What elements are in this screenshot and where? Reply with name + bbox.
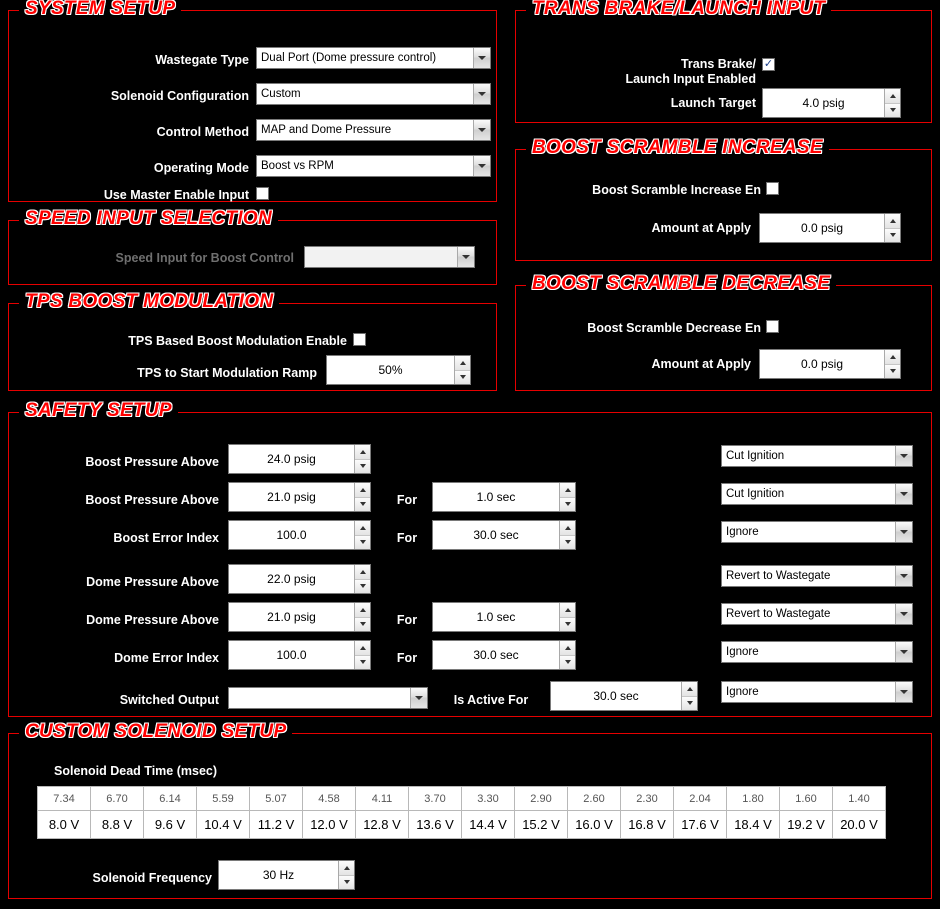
cell-voltage[interactable]: 13.6 V xyxy=(409,811,462,839)
spinner-down-icon[interactable] xyxy=(560,656,575,670)
label-safety-row-3: Dome Pressure Above xyxy=(86,575,219,589)
spinner-buttons[interactable] xyxy=(681,682,697,710)
spinner-buttons[interactable] xyxy=(354,483,370,511)
combo-solenoid-configuration[interactable] xyxy=(256,83,491,105)
group-title-boost-scramble-increase: BOOST SCRAMBLE INCREASE xyxy=(526,137,829,159)
spinner-buttons[interactable] xyxy=(354,521,370,549)
combo-operating-mode-value: Boost vs RPM xyxy=(261,160,334,172)
chevron-down-icon[interactable] xyxy=(473,120,490,140)
combo-safety-row-5-action[interactable] xyxy=(721,641,913,663)
spinner-up-icon[interactable] xyxy=(355,603,370,618)
spinner-down-icon[interactable] xyxy=(355,536,370,550)
spinner-down-icon[interactable] xyxy=(885,229,900,243)
combo-safety-row-0-action-value: Cut Ignition xyxy=(726,450,785,462)
spinner-safety-row-3-value[interactable] xyxy=(228,564,371,594)
label-speed-input-for-boost-control: Speed Input for Boost Control xyxy=(115,251,294,265)
spinner-down-icon[interactable] xyxy=(560,498,575,512)
spinner-buttons[interactable] xyxy=(338,861,354,889)
label-solenoid-frequency: Solenoid Frequency xyxy=(92,871,212,885)
spinner-safety-row-2-for-display: 30.0 sec xyxy=(433,521,559,549)
chevron-down-icon[interactable] xyxy=(473,48,490,68)
spinner-scramble-decrease-amount-value: 0.0 psig xyxy=(760,350,884,378)
label-safety-row-2-for: For xyxy=(396,531,418,545)
cell-dead-time[interactable]: 1.60 xyxy=(780,787,833,811)
cell-dead-time[interactable]: 7.34 xyxy=(38,787,91,811)
spinner-down-icon[interactable] xyxy=(355,460,370,474)
spinner-up-icon[interactable] xyxy=(560,603,575,618)
combo-switched-output[interactable] xyxy=(228,687,428,709)
combo-solenoid-configuration-value: Custom xyxy=(261,88,301,100)
combo-safety-row-1-action[interactable] xyxy=(721,483,913,505)
spinner-safety-row-4-display: 21.0 psig xyxy=(229,603,354,631)
cell-voltage[interactable]: 18.4 V xyxy=(727,811,780,839)
combo-wastegate-type-value: Dual Port (Dome pressure control) xyxy=(261,52,437,64)
chevron-down-icon[interactable] xyxy=(473,84,490,104)
group-safety-setup xyxy=(8,400,932,717)
combo-speed-input-for-boost-control[interactable] xyxy=(304,246,475,268)
combo-switched-output-action[interactable] xyxy=(721,681,913,703)
spinner-down-icon[interactable] xyxy=(560,536,575,550)
table-row-voltages xyxy=(38,811,886,839)
label-safety-row-5: Dome Error Index xyxy=(114,651,219,665)
group-tps-boost-modulation xyxy=(8,291,497,391)
combo-control-method[interactable] xyxy=(256,119,491,141)
cell-voltage[interactable]: 14.4 V xyxy=(462,811,515,839)
cell-voltage[interactable]: 8.0 V xyxy=(38,811,91,839)
spinner-safety-row-1-for-value[interactable] xyxy=(432,482,576,512)
group-speed-input-selection xyxy=(8,208,497,285)
spinner-up-icon[interactable] xyxy=(885,350,900,365)
cell-voltage[interactable]: 16.8 V xyxy=(621,811,674,839)
combo-safety-row-5-action-value: Ignore xyxy=(726,646,759,658)
spinner-is-active-for-display: 30.0 sec xyxy=(551,682,681,710)
spinner-buttons[interactable] xyxy=(354,565,370,593)
checkbox-trans-brake-launch-input-enabled[interactable] xyxy=(762,58,775,71)
group-title-system-setup: SYSTEM SETUP xyxy=(19,0,181,20)
spinner-solenoid-frequency-value: 30 Hz xyxy=(219,861,338,889)
label-safety-row-5-for: For xyxy=(396,651,418,665)
cell-voltage[interactable]: 10.4 V xyxy=(197,811,250,839)
chevron-down-icon[interactable] xyxy=(895,642,912,662)
cell-dead-time[interactable]: 2.90 xyxy=(515,787,568,811)
group-title-trans-brake-launch-input: TRANS BRAKE/LAUNCH INPUT xyxy=(526,0,831,20)
chevron-down-icon[interactable] xyxy=(895,446,912,466)
spinner-scramble-increase-amount-value: 0.0 psig xyxy=(760,214,884,242)
spinner-buttons[interactable] xyxy=(559,603,575,631)
cell-voltage[interactable]: 19.2 V xyxy=(780,811,833,839)
label-safety-row-1: Boost Pressure Above xyxy=(85,493,219,507)
chevron-down-icon[interactable] xyxy=(895,522,912,542)
group-title-boost-scramble-decrease: BOOST SCRAMBLE DECREASE xyxy=(526,273,836,295)
spinner-up-icon[interactable] xyxy=(355,641,370,656)
spinner-safety-row-2-display: 100.0 xyxy=(229,521,354,549)
spinner-safety-row-5-display: 100.0 xyxy=(229,641,354,669)
label-safety-row-1-for: For xyxy=(396,493,418,507)
cell-dead-time[interactable]: 6.14 xyxy=(144,787,197,811)
label-trans-brake-enable-line2: Launch Input Enabled xyxy=(625,72,756,86)
cell-voltage[interactable]: 16.0 V xyxy=(568,811,621,839)
spinner-safety-row-4-for-display: 1.0 sec xyxy=(433,603,559,631)
spinner-safety-row-2-for-value[interactable] xyxy=(432,520,576,550)
combo-safety-row-2-action[interactable] xyxy=(721,521,913,543)
label-safety-row-0: Boost Pressure Above xyxy=(85,455,219,469)
group-system-setup xyxy=(8,0,497,202)
spinner-buttons[interactable] xyxy=(354,603,370,631)
spinner-up-icon[interactable] xyxy=(355,565,370,580)
spinner-buttons[interactable] xyxy=(354,641,370,669)
cell-dead-time[interactable]: 5.59 xyxy=(197,787,250,811)
label-is-active-for: Is Active For xyxy=(453,693,529,707)
cell-dead-time[interactable]: 1.40 xyxy=(833,787,886,811)
cell-dead-time[interactable]: 4.58 xyxy=(303,787,356,811)
spinner-safety-row-2-value[interactable] xyxy=(228,520,371,550)
combo-switched-output-action-value: Ignore xyxy=(726,686,759,698)
spinner-down-icon[interactable] xyxy=(885,365,900,379)
cell-dead-time[interactable]: 1.80 xyxy=(727,787,780,811)
cell-dead-time[interactable]: 5.07 xyxy=(250,787,303,811)
spinner-safety-row-4-value[interactable] xyxy=(228,602,371,632)
group-boost-scramble-increase xyxy=(515,137,932,261)
label-safety-row-4: Dome Pressure Above xyxy=(86,613,219,627)
group-title-tps-boost-modulation: TPS BOOST MODULATION xyxy=(19,291,279,313)
spinner-buttons[interactable] xyxy=(884,89,900,117)
spinner-down-icon[interactable] xyxy=(355,498,370,512)
spinner-up-icon[interactable] xyxy=(455,356,470,371)
spinner-down-icon[interactable] xyxy=(885,104,900,118)
spinner-tps-ramp-value: 50% xyxy=(327,356,454,384)
spinner-up-icon[interactable] xyxy=(355,483,370,498)
combo-wastegate-type[interactable] xyxy=(256,47,491,69)
spinner-down-icon[interactable] xyxy=(339,876,354,890)
checkbox-tps-based-boost-modulation-enable[interactable] xyxy=(353,333,366,346)
cell-voltage[interactable]: 12.0 V xyxy=(303,811,356,839)
label-tps-to-start-modulation-ramp: TPS to Start Modulation Ramp xyxy=(137,366,317,380)
combo-safety-row-2-action-value: Ignore xyxy=(726,526,759,538)
cell-voltage[interactable]: 15.2 V xyxy=(515,811,568,839)
spinner-safety-row-0-display: 24.0 psig xyxy=(229,445,354,473)
spinner-buttons[interactable] xyxy=(454,356,470,384)
label-scramble-increase-amount-at-apply: Amount at Apply xyxy=(651,221,751,235)
label-control-method: Control Method xyxy=(156,125,249,139)
spinner-up-icon[interactable] xyxy=(355,521,370,536)
group-title-speed-input-selection: SPEED INPUT SELECTION xyxy=(19,208,278,230)
cell-dead-time[interactable]: 6.70 xyxy=(91,787,144,811)
label-switched-output: Switched Output xyxy=(119,693,219,707)
combo-control-method-value: MAP and Dome Pressure xyxy=(261,124,392,136)
spinner-is-active-for[interactable] xyxy=(550,681,698,711)
spinner-safety-row-1-display: 21.0 psig xyxy=(229,483,354,511)
chevron-down-icon[interactable] xyxy=(473,156,490,176)
label-launch-target: Launch Target xyxy=(670,96,756,110)
cell-dead-time[interactable]: 2.04 xyxy=(674,787,727,811)
spinner-safety-row-1-value[interactable] xyxy=(228,482,371,512)
chevron-down-icon[interactable] xyxy=(457,247,474,267)
cell-voltage[interactable]: 12.8 V xyxy=(356,811,409,839)
spinner-up-icon[interactable] xyxy=(885,89,900,104)
spinner-safety-row-5-for-display: 30.0 sec xyxy=(433,641,559,669)
chevron-down-icon[interactable] xyxy=(895,682,912,702)
chevron-down-icon[interactable] xyxy=(895,484,912,504)
label-tps-based-boost-modulation-enable: TPS Based Boost Modulation Enable xyxy=(128,334,347,348)
spinner-up-icon[interactable] xyxy=(560,641,575,656)
spinner-up-icon[interactable] xyxy=(885,214,900,229)
group-custom-solenoid-setup xyxy=(8,721,932,899)
group-trans-brake-launch-input xyxy=(515,0,932,123)
cell-voltage[interactable]: 20.0 V xyxy=(833,811,886,839)
spinner-up-icon[interactable] xyxy=(682,682,697,697)
combo-safety-row-4-action-value: Revert to Wastegate xyxy=(726,608,831,620)
spinner-up-icon[interactable] xyxy=(560,521,575,536)
spinner-down-icon[interactable] xyxy=(355,618,370,632)
label-trans-brake-enable-line1: Trans Brake/ xyxy=(680,57,756,71)
spinner-down-icon[interactable] xyxy=(560,618,575,632)
spinner-safety-row-5-for-value[interactable] xyxy=(432,640,576,670)
cell-dead-time[interactable]: 4.11 xyxy=(356,787,409,811)
cell-dead-time[interactable]: 3.30 xyxy=(462,787,515,811)
combo-safety-row-0-action[interactable] xyxy=(721,445,913,467)
spinner-down-icon[interactable] xyxy=(682,697,697,711)
spinner-down-icon[interactable] xyxy=(455,371,470,385)
combo-safety-row-1-action-value: Cut Ignition xyxy=(726,488,785,500)
checkbox-boost-scramble-decrease-enable[interactable] xyxy=(766,320,779,333)
group-title-safety-setup: SAFETY SETUP xyxy=(19,400,178,422)
spinner-scramble-increase-amount[interactable] xyxy=(759,213,901,243)
spinner-down-icon[interactable] xyxy=(355,580,370,594)
combo-safety-row-3-action[interactable] xyxy=(721,565,913,587)
cell-dead-time[interactable]: 2.60 xyxy=(568,787,621,811)
chevron-down-icon[interactable] xyxy=(410,688,427,708)
spinner-buttons[interactable] xyxy=(884,350,900,378)
cell-voltage[interactable]: 9.6 V xyxy=(144,811,197,839)
table-row-dead-times xyxy=(38,787,886,811)
spinner-buttons[interactable] xyxy=(559,521,575,549)
spinner-up-icon[interactable] xyxy=(560,483,575,498)
spinner-up-icon[interactable] xyxy=(355,445,370,460)
combo-safety-row-4-action[interactable] xyxy=(721,603,913,625)
label-safety-row-4-for: For xyxy=(396,613,418,627)
cell-voltage[interactable]: 11.2 V xyxy=(250,811,303,839)
table-solenoid-dead-time[interactable] xyxy=(37,786,886,839)
label-boost-scramble-decrease-enable: Boost Scramble Decrease En xyxy=(587,321,761,335)
cell-dead-time[interactable]: 3.70 xyxy=(409,787,462,811)
spinner-safety-row-0-value[interactable] xyxy=(228,444,371,474)
spinner-solenoid-frequency[interactable] xyxy=(218,860,355,890)
label-solenoid-dead-time: Solenoid Dead Time (msec) xyxy=(54,764,218,778)
label-wastegate-type: Wastegate Type xyxy=(155,53,249,67)
spinner-buttons[interactable] xyxy=(559,483,575,511)
checkbox-use-master-enable-input[interactable] xyxy=(256,187,269,200)
spinner-scramble-decrease-amount[interactable] xyxy=(759,349,901,379)
spinner-tps-to-start-modulation-ramp[interactable] xyxy=(326,355,471,385)
label-scramble-decrease-amount-at-apply: Amount at Apply xyxy=(651,357,751,371)
cell-voltage[interactable]: 8.8 V xyxy=(91,811,144,839)
spinner-launch-target-value: 4.0 psig xyxy=(763,89,884,117)
spinner-safety-row-3-display: 22.0 psig xyxy=(229,565,354,593)
combo-safety-row-3-action-value: Revert to Wastegate xyxy=(726,570,831,582)
cell-dead-time[interactable]: 2.30 xyxy=(621,787,674,811)
label-operating-mode: Operating Mode xyxy=(153,161,249,175)
group-boost-scramble-decrease xyxy=(515,273,932,391)
spinner-buttons[interactable] xyxy=(884,214,900,242)
label-solenoid-configuration: Solenoid Configuration xyxy=(110,89,249,103)
label-boost-scramble-increase-enable: Boost Scramble Increase En xyxy=(592,183,761,197)
group-title-custom-solenoid-setup: CUSTOM SOLENOID SETUP xyxy=(19,721,292,743)
spinner-safety-row-4-for-value[interactable] xyxy=(432,602,576,632)
label-safety-row-2: Boost Error Index xyxy=(113,531,219,545)
spinner-safety-row-1-for-display: 1.0 sec xyxy=(433,483,559,511)
spinner-buttons[interactable] xyxy=(559,641,575,669)
cell-voltage[interactable]: 17.6 V xyxy=(674,811,727,839)
spinner-up-icon[interactable] xyxy=(339,861,354,876)
checkbox-boost-scramble-increase-enable[interactable] xyxy=(766,182,779,195)
spinner-launch-target[interactable] xyxy=(762,88,901,118)
chevron-down-icon[interactable] xyxy=(895,604,912,624)
spinner-down-icon[interactable] xyxy=(355,656,370,670)
combo-operating-mode[interactable] xyxy=(256,155,491,177)
chevron-down-icon[interactable] xyxy=(895,566,912,586)
spinner-safety-row-5-value[interactable] xyxy=(228,640,371,670)
label-use-master-enable-input: Use Master Enable Input xyxy=(103,188,249,202)
spinner-buttons[interactable] xyxy=(354,445,370,473)
